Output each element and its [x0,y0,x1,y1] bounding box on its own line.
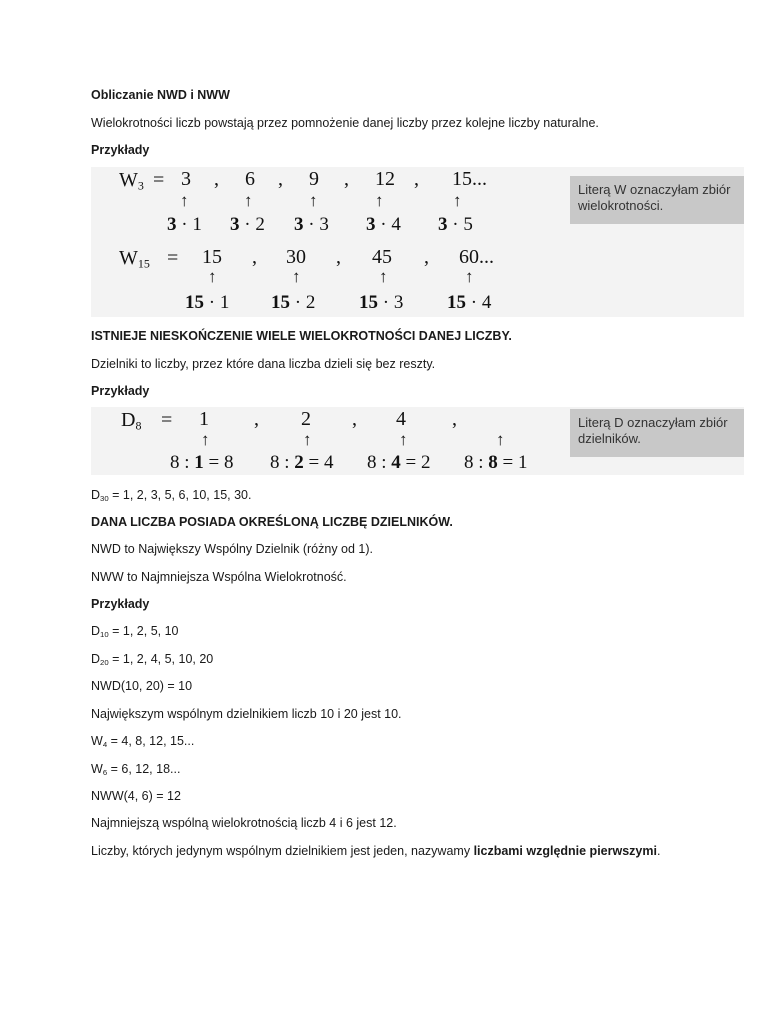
product-base: 15 [185,292,204,313]
w15-product [359,293,403,313]
divisors-definition: Dzielniki to liczby, przez które dana liczba dzieli się bez reszty. [91,357,436,371]
w15-equals: = [167,247,179,269]
set-elements: = 4, 8, 12, 15... [107,734,195,748]
set-letter: D [91,624,101,638]
d20-line [91,651,213,667]
w3-value: 9 [309,168,319,190]
product-base: 3 [167,214,177,235]
set-subscript: 30 [100,493,109,503]
w3-value: 12 [375,168,395,190]
coprime-term: liczbami względnie pierwszymi [473,844,657,858]
d8-check [270,453,334,473]
w15-product [271,293,315,313]
multiples-figure [91,167,744,317]
w3-comma: , [414,168,419,190]
w3-product [230,215,265,235]
divisor: 1 [194,452,204,473]
w4-line [91,733,194,749]
product-factor: · 3 [378,292,404,313]
up-arrow-icon: ↑ [453,191,462,210]
quotient: = 1 [497,452,528,473]
d8-symbol [121,409,141,431]
d8-subscript: 8 [135,418,142,433]
examples-label: Przykłady [91,384,150,398]
d8-check [367,453,431,473]
infinite-statement: ISTNIEJE NIESKOŃCZENIE WIELE WIELOKROTNOŚCI DANEJ LICZBY. [91,329,512,343]
w15-subscript: 15 [137,256,150,271]
product-factor: · 5 [447,214,473,235]
w15-value: 15 [202,246,222,268]
d8-check [170,453,234,473]
up-arrow-icon: ↑ [201,430,210,449]
d30-line [91,487,251,503]
up-arrow-icon: ↑ [292,267,301,286]
w15-product [185,293,229,313]
up-arrow-icon: ↑ [375,191,384,210]
divisor: 4 [391,452,401,473]
nwd-example: NWD(10, 20) = 10 [91,679,193,693]
page-title: Obliczanie NWD i NWW [91,88,230,102]
up-arrow-icon: ↑ [303,430,312,449]
d8-comma: , [254,408,259,430]
set-elements: = 1, 2, 5, 10 [108,624,179,638]
set-subscript: 10 [100,629,109,639]
product-base: 3 [230,214,240,235]
set-subscript: 6 [102,767,108,777]
finite-statement: DANA LICZBA POSIADA OKREŚLONĄ LICZBĘ DZIELNIKÓW. [91,515,453,529]
w15-value: 45 [372,246,392,268]
quotient: = 2 [400,452,431,473]
set-elements: = 1, 2, 4, 5, 10, 20 [108,652,214,666]
nwd-definition: NWD to Największy Wspólny Dzielnik (różny od 1). [91,542,374,556]
divisor: 2 [294,452,304,473]
w3-product [366,215,401,235]
set-letter: W [91,762,103,776]
w15-comma: , [336,246,341,268]
up-arrow-icon: ↑ [465,267,474,286]
up-arrow-icon: ↑ [496,430,505,449]
product-base: 3 [366,214,376,235]
d8-value: 1 [199,408,209,430]
w6-line [91,761,180,777]
nww-sentence: Najmniejszą wspólną wielokrotnością liczb 4 i 6 jest 12. [91,816,397,830]
product-base: 15 [447,292,466,313]
divisors-figure [91,407,744,475]
coprime-text: Liczby, których jedynym wspólnym dzielnikiem jest jeden, nazywamy [91,844,474,858]
product-factor: · 1 [204,292,230,313]
coprime-period: . [656,844,661,858]
set-subscript: 20 [100,657,109,667]
product-factor: · 4 [375,214,401,235]
w3-letter: W [119,169,138,191]
quotient: = 4 [303,452,334,473]
up-arrow-icon: ↑ [208,267,217,286]
up-arrow-icon: ↑ [309,191,318,210]
w3-value: 15... [452,168,487,190]
product-base: 3 [294,214,304,235]
examples-label: Przykłady [91,143,150,157]
w3-value: 3 [181,168,191,190]
set-letter: D [91,488,101,502]
w15-comma: , [424,246,429,268]
set-subscript: 4 [102,739,108,749]
up-arrow-icon: ↑ [399,430,408,449]
up-arrow-icon: ↑ [244,191,253,210]
w3-comma: , [278,168,283,190]
product-factor: · 2 [239,214,265,235]
nwd-sentence: Największym wspólnym dzielnikiem liczb 10 i 20 jest 10. [91,707,402,721]
w3-symbol [119,169,144,191]
up-arrow-icon: ↑ [379,267,388,286]
dividend: 8 : [170,452,195,473]
w15-product [447,293,491,313]
divisors-note: Literą D oznaczyłam zbiór dzielników. [570,409,744,457]
set-elements: = 6, 12, 18... [107,762,181,776]
d8-check [464,453,528,473]
w3-equals: = [153,169,165,191]
nww-definition: NWW to Najmniejsza Wspólna Wielokrotność. [91,570,347,584]
w15-letter: W [119,247,138,269]
multiples-note: Literą W oznaczyłam zbiór wielokrotności. [570,176,744,224]
product-base: 3 [438,214,448,235]
w3-product [294,215,329,235]
dividend: 8 : [464,452,489,473]
intro-text: Wielokrotności liczb powstają przez pomnożenie danej liczby przez kolejne liczby naturalne. [91,116,599,130]
d8-value: 4 [396,408,406,430]
product-base: 15 [271,292,290,313]
w3-subscript: 3 [137,178,144,193]
d8-equals: = [161,409,173,431]
d8-comma: , [352,408,357,430]
w3-comma: , [344,168,349,190]
up-arrow-icon: ↑ [180,191,189,210]
divisor: 8 [488,452,498,473]
quotient: = 8 [203,452,234,473]
product-factor: · 3 [303,214,329,235]
coprime-sentence [91,843,660,859]
product-factor: · 1 [176,214,202,235]
w3-product [438,215,473,235]
dividend: 8 : [270,452,295,473]
w3-product [167,215,202,235]
d8-comma: , [452,408,457,430]
set-elements: = 1, 2, 3, 5, 6, 10, 15, 30. [108,488,252,502]
set-letter: D [91,652,101,666]
d8-letter: D [121,409,136,431]
set-letter: W [91,734,103,748]
nww-example: NWW(4, 6) = 12 [91,789,181,803]
w3-comma: , [214,168,219,190]
examples-label: Przykłady [91,597,150,611]
product-factor: · 4 [466,292,492,313]
w15-value: 30 [286,246,306,268]
w3-value: 6 [245,168,255,190]
product-factor: · 2 [290,292,316,313]
d8-value: 2 [301,408,311,430]
d10-line [91,623,179,639]
w15-value: 60... [459,246,494,268]
w15-symbol [119,247,150,269]
dividend: 8 : [367,452,392,473]
w15-comma: , [252,246,257,268]
product-base: 15 [359,292,378,313]
